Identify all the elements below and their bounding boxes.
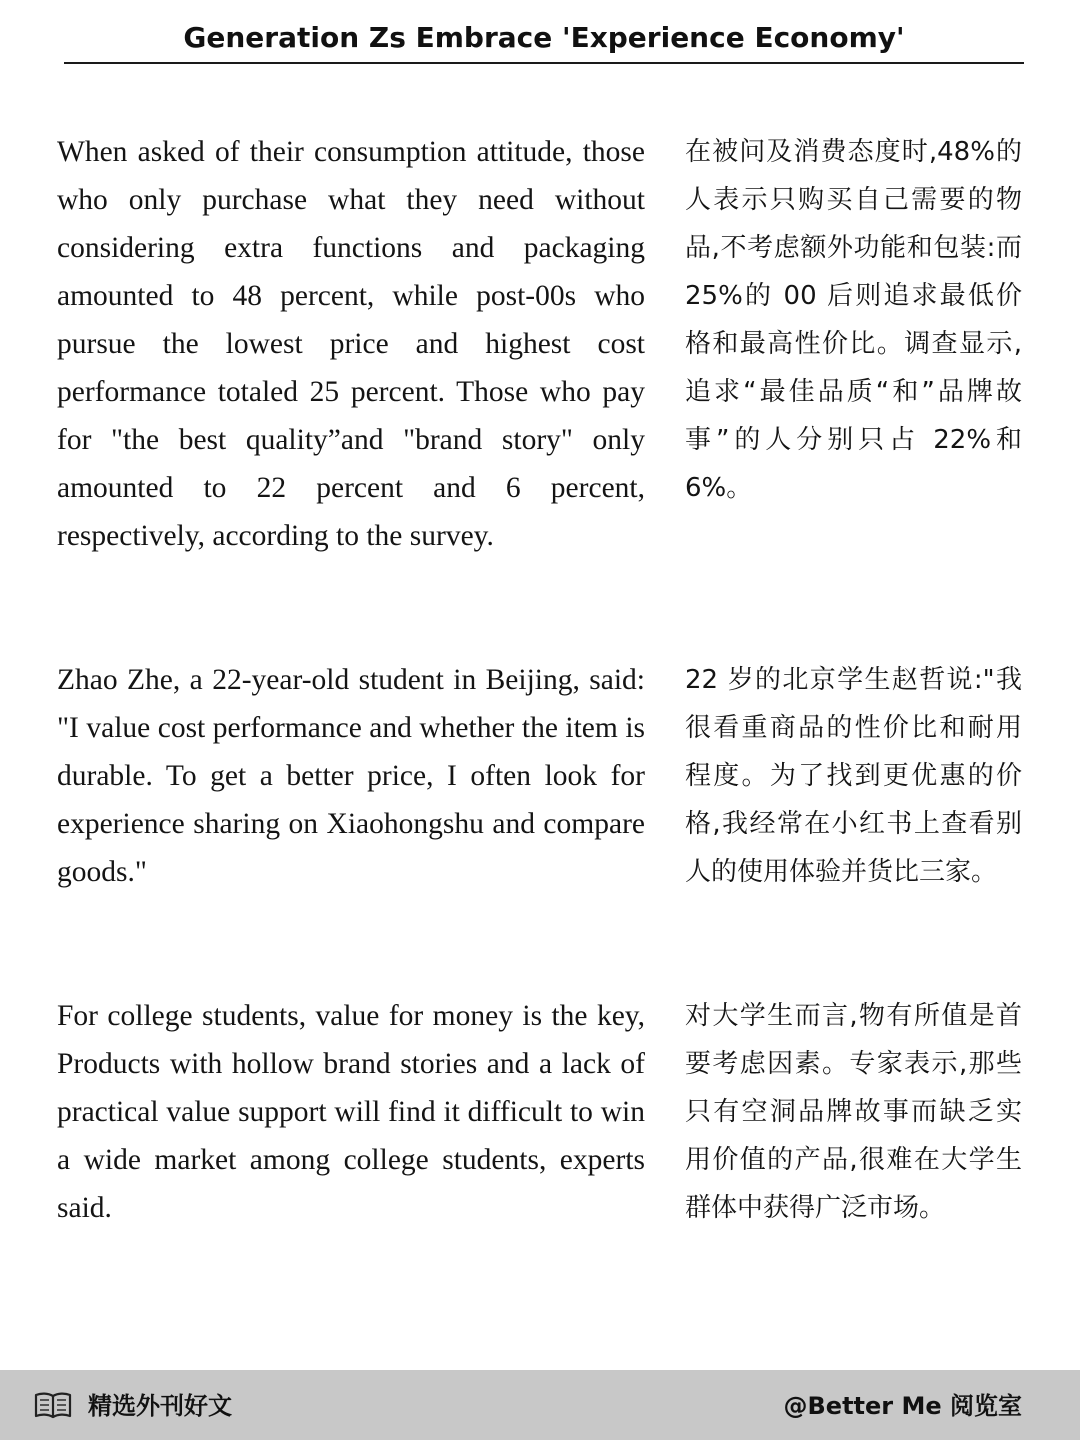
paragraph-2-chinese: 22 岁的北京学生赵哲说:"我很看重商品的性价比和耐用程度。为了找到更优惠的价格,我经常在小红书上查看别人的使用体验并货比三家。 xyxy=(685,665,1022,887)
open-book-icon xyxy=(33,1390,73,1420)
paragraph-1-english: When asked of their consumption attitude, those who only purchase what they need without considering extra functions and packaging amounted to 48 percent, while post-00s who pursue the lowest price and highest cost performance totaled 25 percent. Those who pay for "the best quality”and "brand story" only amounted to 22 percent and 6 percent, respectively, according to the survey. xyxy=(57,136,645,552)
paragraph-1-chinese: 在被问及消费态度时,48%的人表示只购买自己需要的物品,不考虑额外功能和包装:而 25%的 00 后则追求最低价格和最高性价比。调查显示,追求“最佳品质“和”品牌故事”的人分别只占 22%和 6%。 xyxy=(685,137,1022,503)
page-title: Generation Zs Embrace 'Experience Economy' xyxy=(183,21,905,54)
page-header xyxy=(64,0,1024,64)
paragraph-3-chinese: 对大学生而言,物有所值是首要考虑因素。专家表示,那些只有空洞品牌故事而缺乏实用价值的产品,很难在大学生群体中获得广泛市场。 xyxy=(685,1001,1022,1223)
paragraph-3-english: For college students, value for money is the key, Products with hollow brand stories and a lack of practical value support will find it difficult to win a wide market among college students, experts said. xyxy=(57,1000,645,1224)
account-handle: @Better Me 阅览室 xyxy=(783,1392,1022,1420)
column-label: 精选外刊好文 xyxy=(88,1392,232,1420)
paragraph-2-english: Zhao Zhe, a 22-year-old student in Beijing, said: "I value cost performance and whether the item is durable. To get a better price, I often look for experience sharing on Xiaohongshu and compare goods." xyxy=(57,664,645,888)
footer-bar xyxy=(0,1370,1080,1440)
